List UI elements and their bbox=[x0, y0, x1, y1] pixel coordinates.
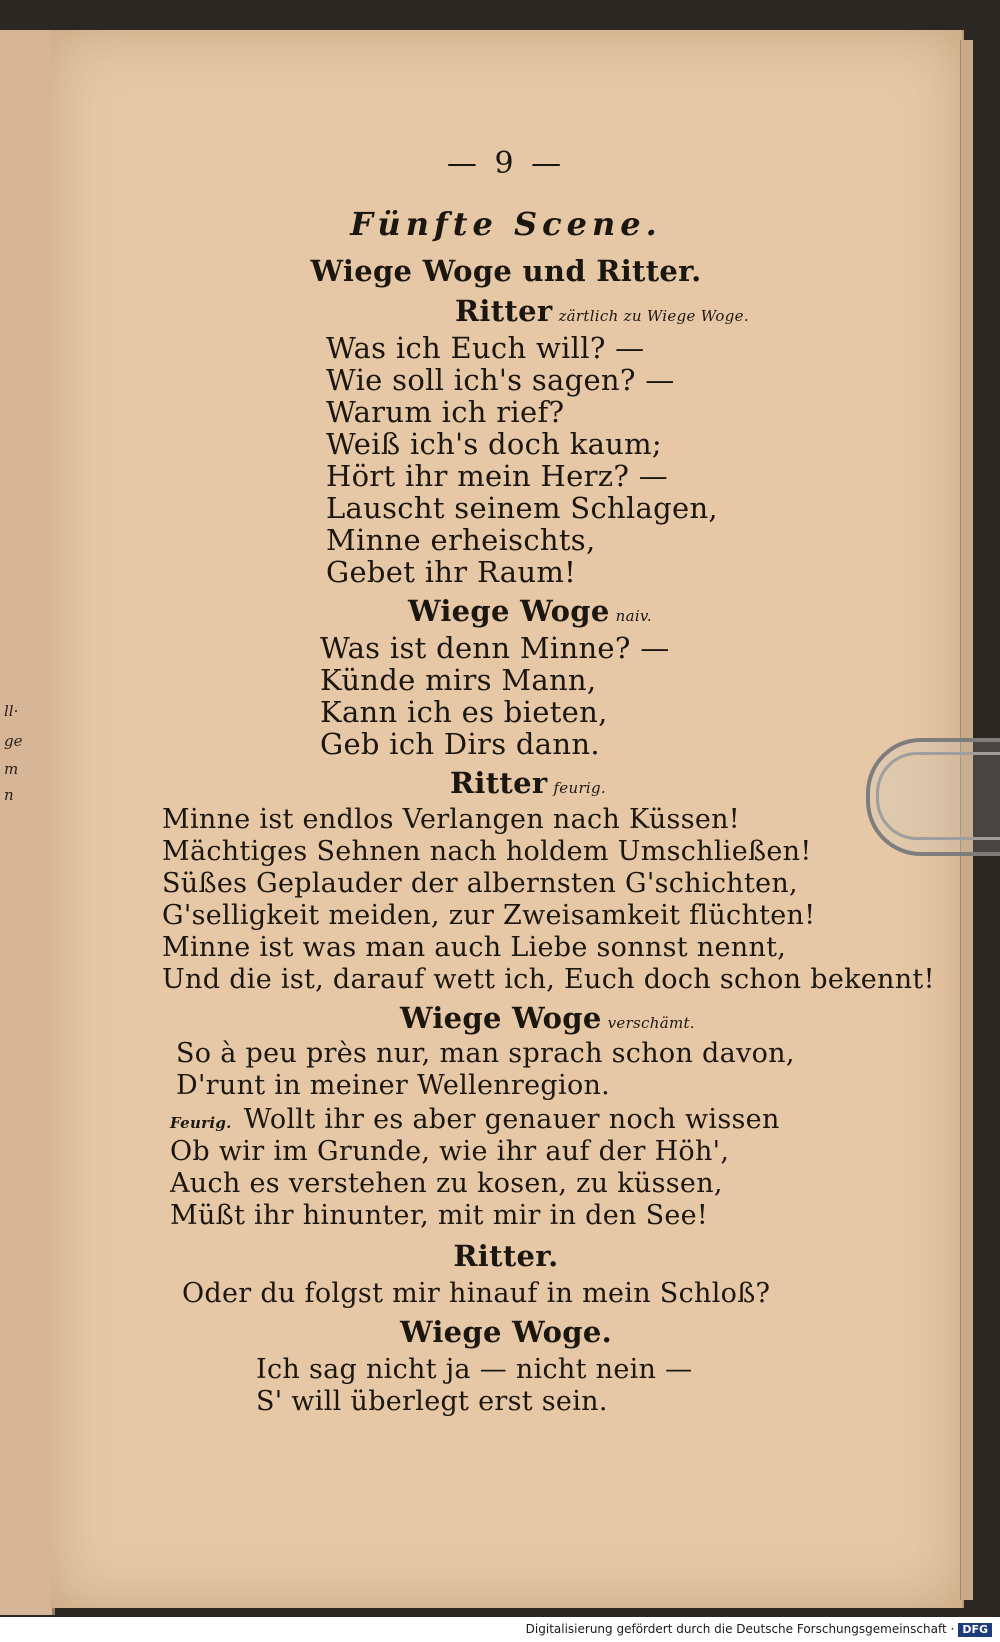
verse-line: Süßes Geplauder der albernsten G'schichten, bbox=[162, 868, 798, 899]
verse-line: S' will überlegt erst sein. bbox=[256, 1386, 608, 1417]
verse-line: Müßt ihr hinunter, mit mir in den See! bbox=[170, 1200, 709, 1231]
verse-text: Wollt ihr es aber genauer noch wissen bbox=[243, 1104, 780, 1135]
dfg-logo: DFG bbox=[958, 1623, 992, 1637]
verse-line: Hört ihr mein Herz? — bbox=[326, 459, 669, 493]
verse-line: Gebet ihr Raum! bbox=[326, 555, 577, 589]
speaker-heading bbox=[408, 595, 652, 632]
stage-direction: verschämt. bbox=[607, 1014, 695, 1032]
scene-characters: Wiege Woge und Ritter. bbox=[310, 254, 702, 288]
inline-stage-direction: Feurig. bbox=[170, 1114, 232, 1132]
left-page-fragment: n bbox=[4, 786, 14, 804]
verse-line: Was ist denn Minne? — bbox=[320, 631, 670, 665]
left-page-fragment: ge bbox=[4, 732, 23, 750]
stage-direction: feurig. bbox=[553, 779, 606, 797]
left-page-fragment: m bbox=[4, 760, 19, 778]
footer-text: Digitalisierung gefördert durch die Deutsche Forschungsgemeinschaft · bbox=[525, 1622, 955, 1636]
verse-line: Lauscht seinem Schlagen, bbox=[326, 491, 718, 525]
verse-line: Minne ist was man auch Liebe sonnst nennt, bbox=[162, 932, 787, 963]
verse-line: Warum ich rief? bbox=[326, 395, 565, 429]
scene-title: Fünfte Scene. bbox=[350, 205, 662, 243]
page-clip-inner bbox=[876, 752, 1000, 840]
speaker-heading bbox=[455, 295, 749, 332]
speaker-name: Wiege Woge bbox=[400, 1001, 602, 1035]
verse-line: Minne ist endlos Verlangen nach Küssen! bbox=[162, 804, 740, 835]
verse-line: G'selligkeit meiden, zur Zweisamkeit flüchten! bbox=[162, 900, 816, 931]
speaker-heading bbox=[450, 767, 606, 804]
verse-line: Mächtiges Sehnen nach holdem Umschließen! bbox=[162, 836, 812, 867]
digitization-footer bbox=[0, 1617, 1000, 1642]
speaker-heading: Ritter. bbox=[453, 1239, 559, 1273]
speaker-name: Ritter bbox=[450, 766, 548, 800]
stage-direction: zärtlich zu Wiege Woge. bbox=[558, 307, 749, 325]
verse-line: Geb ich Dirs dann. bbox=[320, 727, 600, 761]
verse-line: Was ich Euch will? — bbox=[326, 331, 645, 365]
verse-line: Kann ich es bieten, bbox=[320, 695, 608, 729]
page-text bbox=[50, 30, 962, 1608]
speaker-name: Ritter bbox=[455, 294, 553, 328]
verse-line-with-direction bbox=[170, 1104, 780, 1139]
verse-line: D'runt in meiner Wellenregion. bbox=[176, 1070, 611, 1101]
verse-line: So à peu près nur, man sprach schon davon, bbox=[176, 1038, 795, 1069]
verse-line: Ob wir im Grunde, wie ihr auf der Höh', bbox=[170, 1136, 730, 1167]
speaker-heading: Wiege Woge. bbox=[399, 1315, 613, 1349]
verse-line: Weiß ich's doch kaum; bbox=[326, 427, 663, 461]
left-page-edge bbox=[0, 30, 55, 1615]
page-number: — 9 — bbox=[446, 146, 566, 181]
left-page-fragment: ll· bbox=[4, 702, 19, 720]
book-page bbox=[50, 30, 964, 1608]
verse-line: Auch es verstehen zu kosen, zu küssen, bbox=[170, 1168, 723, 1199]
verse-line: Oder du folgst mir hinauf in mein Schloß? bbox=[182, 1278, 771, 1309]
speaker-name: Wiege Woge bbox=[408, 594, 610, 628]
stage-direction: naiv. bbox=[615, 607, 652, 625]
verse-line: Und die ist, darauf wett ich, Euch doch schon bekennt! bbox=[162, 964, 935, 995]
verse-line: Minne erheischts, bbox=[326, 523, 596, 557]
verse-line: Wie soll ich's sagen? — bbox=[326, 363, 675, 397]
speaker-heading bbox=[400, 1002, 695, 1039]
verse-line: Ich sag nicht ja — nicht nein — bbox=[256, 1354, 693, 1385]
verse-line: Künde mirs Mann, bbox=[320, 663, 597, 697]
